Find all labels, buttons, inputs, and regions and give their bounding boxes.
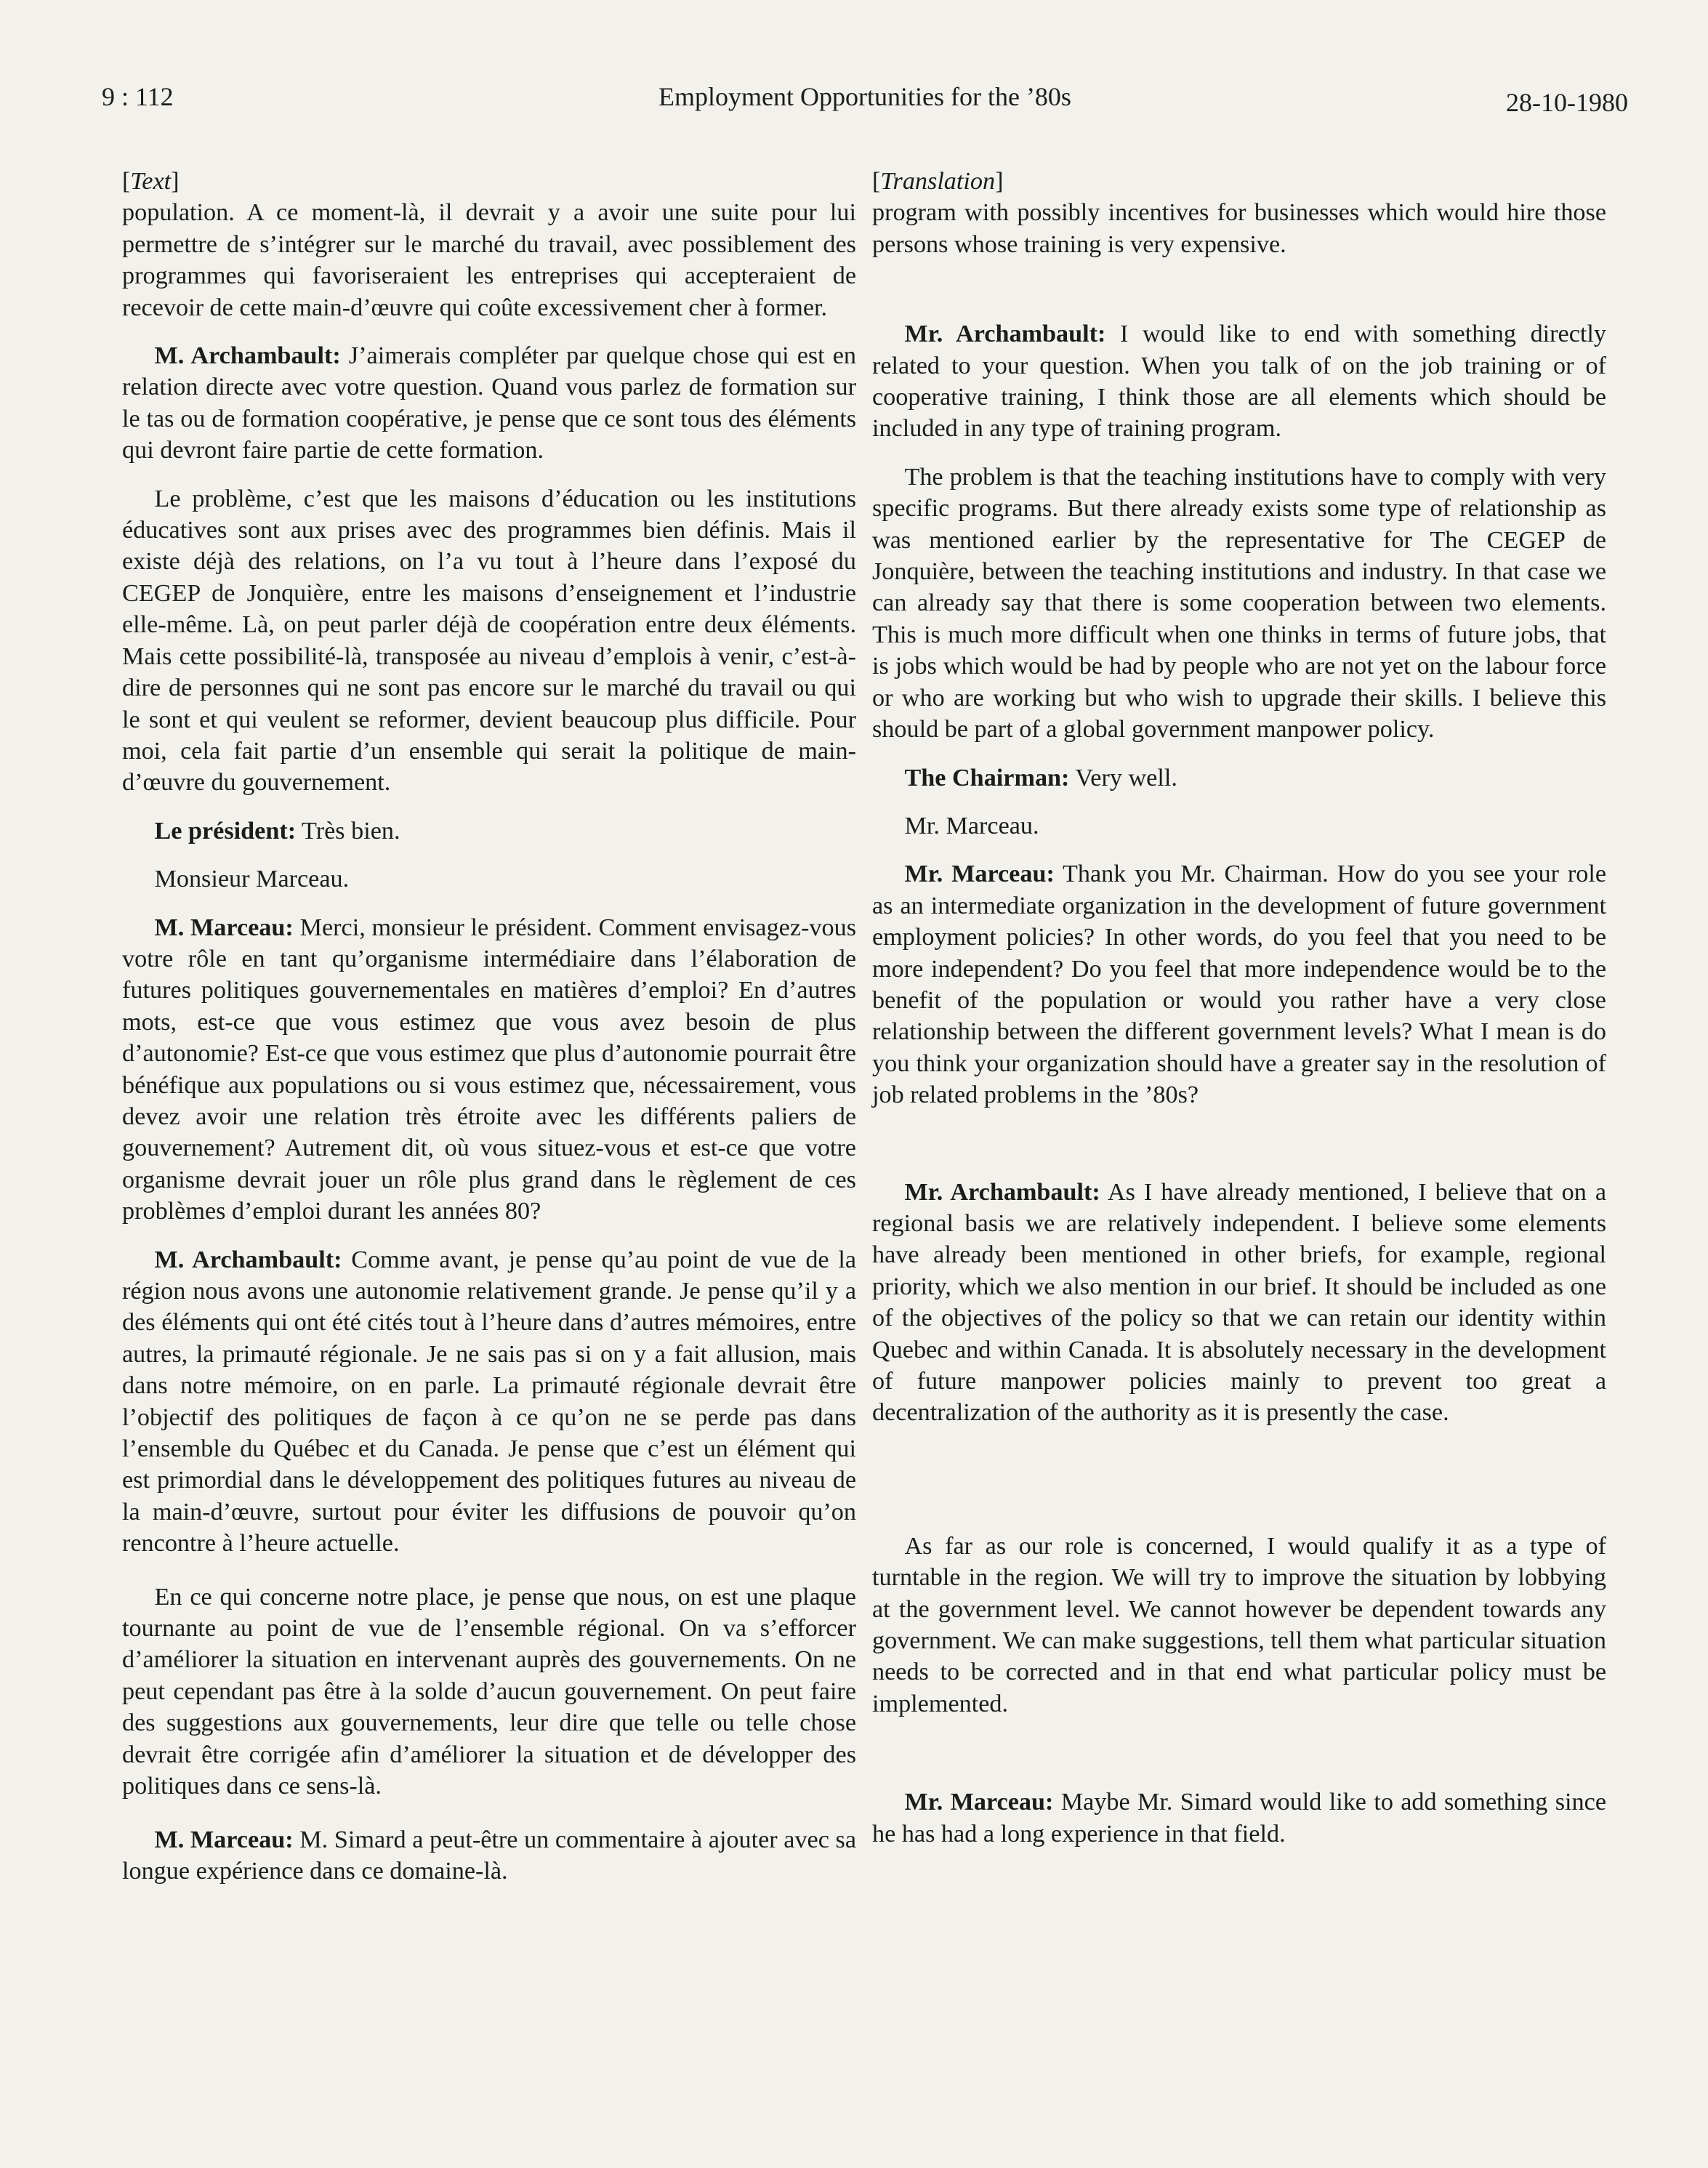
speaker-label: M. Archambault: — [154, 1246, 342, 1273]
paragraph: M. Marceau: Merci, monsieur le président. Comment envisagez-vous votre rôle en tant qu’organisme intermédiaire dans l’élaboration de futures politiques gouvernementales en matières d’emploi? En d’autres mots, est-ce que vous estimez que vous avez besoin de plus d’autonomie? Est-ce que vous estimez que plus d’autonomie pourrait être bénéfique aux populations ou si vous estimez que, nécessairement, vous devez avoir une relation très étroite avec les différents paliers de gouvernement? Autrement dit, où vous situez-vous et est-ce que votre organisme devrait jouer un rôle plus grand dans le règlement de ces problèmes d’emploi durant les années 80? — [122, 914, 857, 1225]
right-column — [872, 166, 1606, 1850]
speaker-label: Le président: — [154, 817, 297, 845]
paragraph: M. Marceau: M. Simard a peut-être un commentaire à ajouter avec sa longue expérience dans ce domaine-là. — [122, 1826, 856, 1885]
paragraph: M. Archambault: Comme avant, je pense qu’au point de vue de la région nous avons une autonomie relativement grande. Je pense qu’il y a des éléments qui ont été cités tout à l’heure dans d’autres mémoires, entre autres, la primauté régionale. Je ne sais pas si on y a fait allusion, mais dans notre mémoire, on en parle. La primauté régionale devrait être l’objectif des politiques de façon à ce qu’on ne se perde pas dans l’ensemble du Québec et du Canada. Je pense que c’est un élément qui est primordial dans le développement des politiques futures au niveau de la main-d’œuvre, surtout pour éviter les diffusions de pouvoir qu’on rencontre à l’heure actuelle. — [122, 1246, 856, 1558]
speaker-label: M. Marceau: — [154, 914, 294, 941]
paragraph: Mr. Archambault: I would like to end with something directly related to your question. When you talk of on the job training or of cooperative training, I think those are all elements which should be included in any type of training program. — [872, 321, 1606, 443]
page-number: 9 : 112 — [102, 82, 174, 111]
translation-tag: [Translation] — [872, 168, 1004, 195]
paragraph: M. Archambault: J’aimerais compléter par quelque chose qui est en relation directe avec votre question. Quand vous parlez de formation sur le tas ou de formation coopérative, je pense que ce sont tous des éléments qui devront faire partie de cette formation. — [122, 342, 856, 464]
speaker-label: Mr. Archambault: — [904, 321, 1106, 348]
running-title: Employment Opportunities for the ’80s — [658, 82, 1071, 111]
paragraph: program with possibly incentives for businesses which would hire those persons whose training is very expensive. — [872, 199, 1606, 258]
paragraph: The Chairman: Very well. — [904, 764, 1177, 791]
paragraph: The problem is that the teaching institutions have to comply with very specific programs. But there already exists some type of relationship as was mentioned earlier by the representative for The CEGEP de Jonquière, between the teaching institutions and industry. In that case we can already say that there is some cooperation between two elements. This is much more difficult when one thinks in terms of future jobs, that is jobs which would be had by people who are not yet on the labour force or who are working but who wish to upgrade their skills. I believe this should be part of a global government manpower policy. — [872, 463, 1606, 744]
speaker-label: Mr. Marceau: — [904, 1789, 1054, 1816]
speaker-label: The Chairman: — [904, 764, 1070, 791]
speaker-label: M. Marceau: — [154, 1826, 294, 1853]
left-column — [122, 166, 856, 1887]
paragraph: Mr. Marceau: Thank you Mr. Chairman. How do you see your role as an intermediate organization in the development of future government employment policies? In other words, do you feel that you need to be more independent? Do you feel that more independence would be to the benefit of the population or would you rather have a very close relationship between the different government levels? What I mean is do you think your organization should have a greater say in the resolution of job related problems in the ’80s? — [872, 861, 1607, 1109]
paragraph: Mr. Marceau: Maybe Mr. Simard would like to add something since he has had a long experience in that field. — [872, 1789, 1606, 1847]
paragraph: As far as our role is concerned, I would qualify it as a type of turntable in the region. We will try to improve the situation by lobbying at the government level. We cannot however be dependent towards any government. We can make suggestions, tell them what particular situation needs to be corrected and in that end what particular policy must be implemented. — [872, 1532, 1606, 1717]
paragraph: Le problème, c’est que les maisons d’éducation ou les institutions éducatives sont aux prises avec des programmes bien définis. Mais il existe déjà des relations, on l’a vu tout à l’heure dans l’exposé du CEGEP de Jonquière, entre les maisons d’enseignement et l’industrie elle-même. Là, on peut parler déjà de coopération entre deux éléments. Mais cette possibilité-là, transposée au niveau d’emplois à venir, c’est-à-dire de personnes qui ne sont pas encore sur le marché du travail ou qui le sont et qui veulent se reformer, devient beaucoup plus difficile. Pour moi, cela fait partie d’un ensemble qui serait la politique de main-d’œuvre du gouvernement. — [122, 485, 856, 797]
paragraph: population. A ce moment-là, il devrait y a avoir une suite pour lui permettre de s’intégrer sur le marché du travail, avec possiblement des programmes qui favoriseraient les entreprises qui accepteraient de recevoir de cette main-d’œuvre qui coûte excessivement cher à former. — [122, 199, 856, 321]
paragraph: Le président: Très bien. — [154, 817, 400, 845]
paragraph: Monsieur Marceau. — [154, 866, 350, 893]
speaker-label: Mr. Archambault: — [904, 1178, 1100, 1206]
page-header — [102, 81, 1628, 132]
paragraph: En ce qui concerne notre place, je pense que nous, on est une plaque tournante au point de vue de l’ensemble régional. On va s’efforcer d’améliorer la situation en intervenant auprès des gouvernements. On ne peut cependant pas être à la solde d’aucun gouvernement. On peut faire des suggestions aux gouvernements, leur dire que telle ou telle chose devrait être corrigée afin d’améliorer la situation et de développer des politiques dans ce sens-là. — [122, 1583, 856, 1800]
text-tag: [Text] — [122, 168, 180, 195]
paragraph: Mr. Marceau. — [904, 812, 1039, 839]
header-date: 28-10-1980 — [1506, 88, 1628, 117]
speaker-label: M. Archambault: — [154, 342, 341, 370]
speaker-label: Mr. Marceau: — [904, 861, 1055, 888]
paragraph: Mr. Archambault: As I have already mentioned, I believe that on a regional basis we are relatively independent. I believe some elements have already been mentioned in other briefs, for example, regional priority, which we also mention in our brief. It should be included as one of the objectives of the policy so that we can retain our identity within Quebec and within Canada. It is absolutely necessary in the development of future manpower policies mainly to prevent too great a decentralization of the authority as it is presently the case. — [872, 1178, 1606, 1427]
